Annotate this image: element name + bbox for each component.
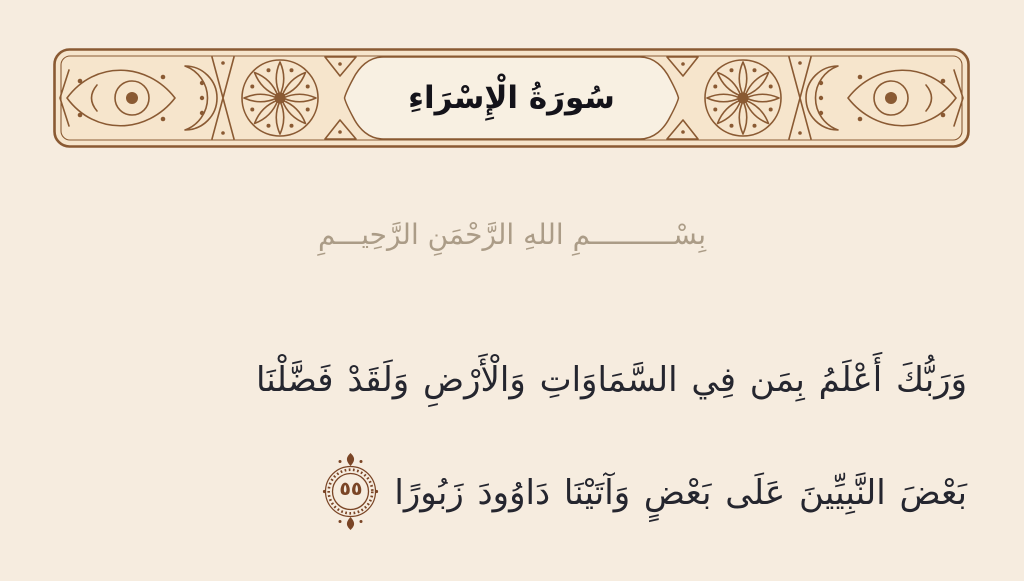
banner-ornament-icon (53, 48, 970, 148)
ayah-end-medallion (322, 452, 379, 531)
surah-title: سُورَةُ الْإِسْرَاءِ (408, 80, 615, 116)
verse-line-2-text: بَعْضَ النَّبِيِّينَ عَلَى بَعْضٍ وَآتَيْنَا دَاوُودَ زَبُورًا (394, 473, 967, 513)
verse-line-1-text: وَرَبُّكَ أَعْلَمُ بِمَن فِي السَّمَاوَاتِ وَالْأَرْضِ وَلَقَدْ فَضَّلْنَا (255, 360, 967, 400)
verse-line-2 (36, 437, 967, 550)
verse-text (36, 324, 967, 550)
ayah-number: ٥٥ (339, 478, 363, 500)
bismillah-text: بِسْــــــــــمِ اللهِ الرَّحْمَنِ الرَّحِيـــمِ (317, 218, 707, 251)
surah-header-banner (53, 48, 970, 148)
verse-line-1 (36, 324, 967, 437)
